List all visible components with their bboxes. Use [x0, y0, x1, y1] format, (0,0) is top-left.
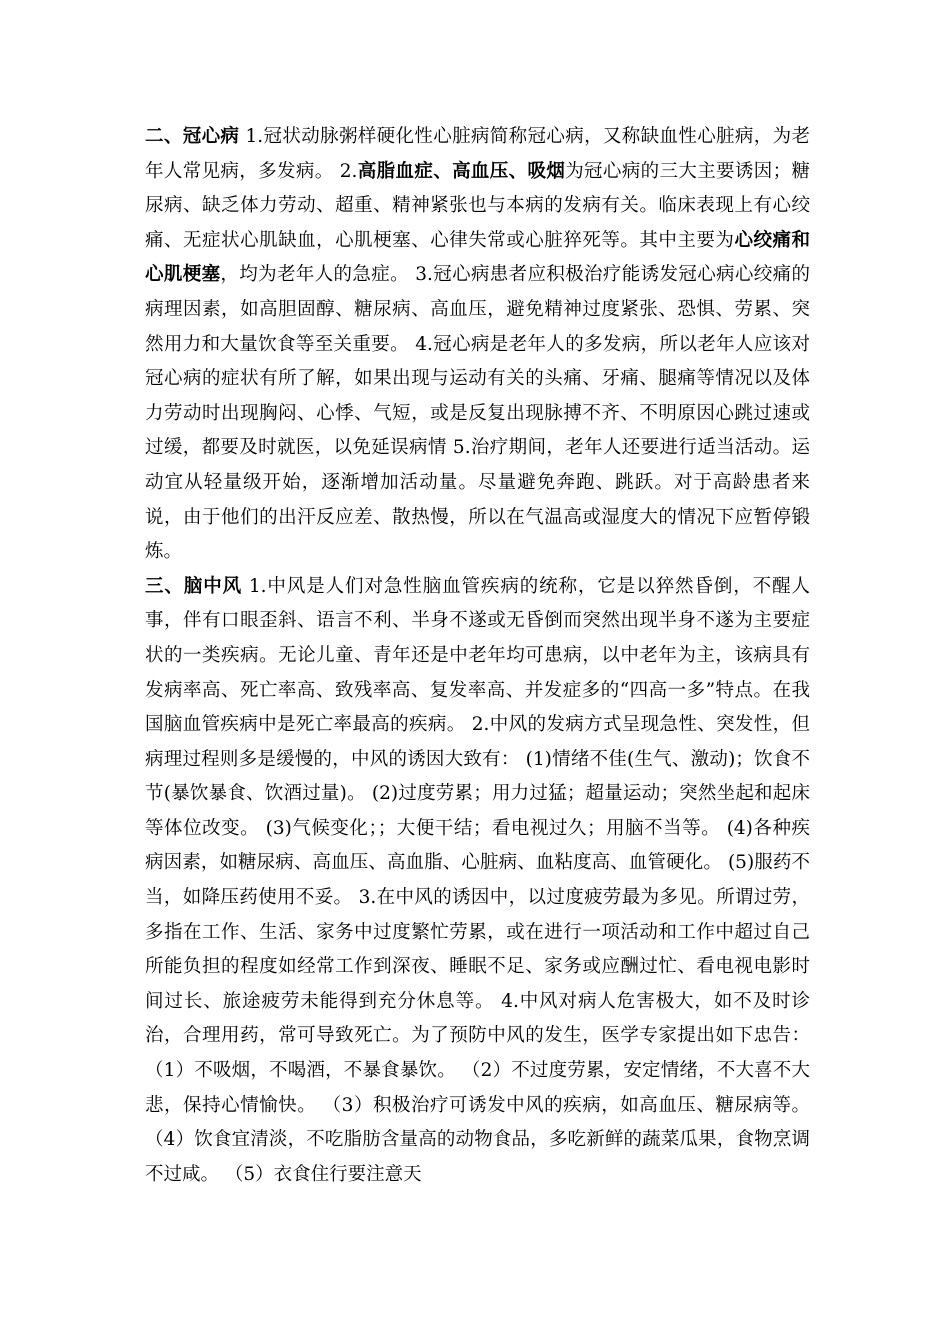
bold-text-main-causes: 高脂血症、高血压、吸烟 — [357, 160, 566, 182]
section-heading-stroke: 三、脑中风 — [145, 575, 243, 597]
paragraph-text: ，均为老年人的急症。 3.冠心病患者应积极治疗能诱发冠心病心绞痛的病理因素，如高胆固醇、糖尿病、高血压，避免精神过度紧张、恐惧、劳累、突然用力和大量饮食等至关重要。 4.冠心病是老年人的多发病，所以老年人应该对冠心病的症状有所了解，如果出现与运动有关的头痛、牙痛、腿痛等情况以及体力劳动时出现胸闷、心悸、气短，或是反复出现脉搏不齐、不明原因心跳过速或过缓，都要及时就医，以免延误病情 5.治疗期间，老年人还要进行适当活动。运动宜从轻量级开始，逐渐增加活动量。尽量避免奔跑、跳跃。对于高龄患者来说，由于他们的出汗反应差、散热慢，所以在气温高或湿度大的情况下应暂停锻炼。 — [145, 264, 810, 563]
document-page — [145, 120, 810, 1192]
section-stroke — [145, 570, 810, 1193]
section-coronary-heart-disease — [145, 120, 810, 570]
section-heading-coronary: 二、冠心病 — [145, 126, 240, 147]
paragraph-text: 1.中风是人们对急性脑血管疾病的统称，它是以猝然昏倒，不醒人事，伴有口眼歪斜、语言不利、半身不遂或无昏倒而突然出现半身不遂为主要症状的一类疾病。无论儿童、青年还是中老年均可患病，以中老年为主，该病具有发病率高、死亡率高、致残率高、复发率高、并发症多的“四高一多”特点。在我国脑血管疾病中是死亡率最高的疾病。 2.中风的发病方式呈现急性、突发性，但病理过程则多是缓慢的，中风的诱因大致有： (1)情绪不佳(生气、激动)；饮食不节(暴饮暴食、饮酒过量)。 (2)过度劳累；用力过猛；超量运动；突然坐起和起床等体位改变。 (3)气候变化；；大便干结；看电视过久；用脑不当等。 (4)各种疾病因素，如糖尿病、高血压、高血脂、心脏病、血粘度高、血管硬化。 (5)服药不当，如降压药使用不妥。 3.在中风的诱因中，以过度疲劳最为多见。所谓过劳，多指在工作、生活、家务中过度繁忙劳累，或在进行一项活动和工作中超过自己所能负担的程度如经常工作到深夜、睡眠不足、家务或应酬过忙、看电视电影时间过长、旅途疲劳未能得到充分休息等。 4.中风对病人危害极大，如不及时诊治，合理用药，常可导致死亡。为了预防中风的发生，医学专家提出如下忠告： （1）不吸烟，不喝酒，不暴食暴饮。 （2）不过度劳累，安定情绪，不大喜不大悲，保持心情愉快。 （3）积极治疗可诱发中风的疾病，如高血压、糖尿病等。 （4）饮食宜清淡，不吃脂肪含量高的动物食品，多吃新鲜的蔬菜瓜果，食物烹调不过咸。 （5）衣食住行要注意天 — [145, 575, 810, 1185]
bold-text-main-symptoms: 心绞痛和心肌梗塞 — [145, 229, 810, 286]
paragraph-text: 1.冠状动脉粥样硬化性心脏病简称冠心病，又称缺血性心脏病，为老年人常见病，多发病。 2. — [145, 126, 810, 182]
paragraph-text: 为冠心病的三大主要诱因；糖尿病、缺乏体力劳动、超重、精神紧张也与本病的发病有关。临床表现上有心绞痛、无症状心肌缺血，心肌梗塞、心律失常或心脏猝死等。其中主要为 — [145, 160, 810, 251]
